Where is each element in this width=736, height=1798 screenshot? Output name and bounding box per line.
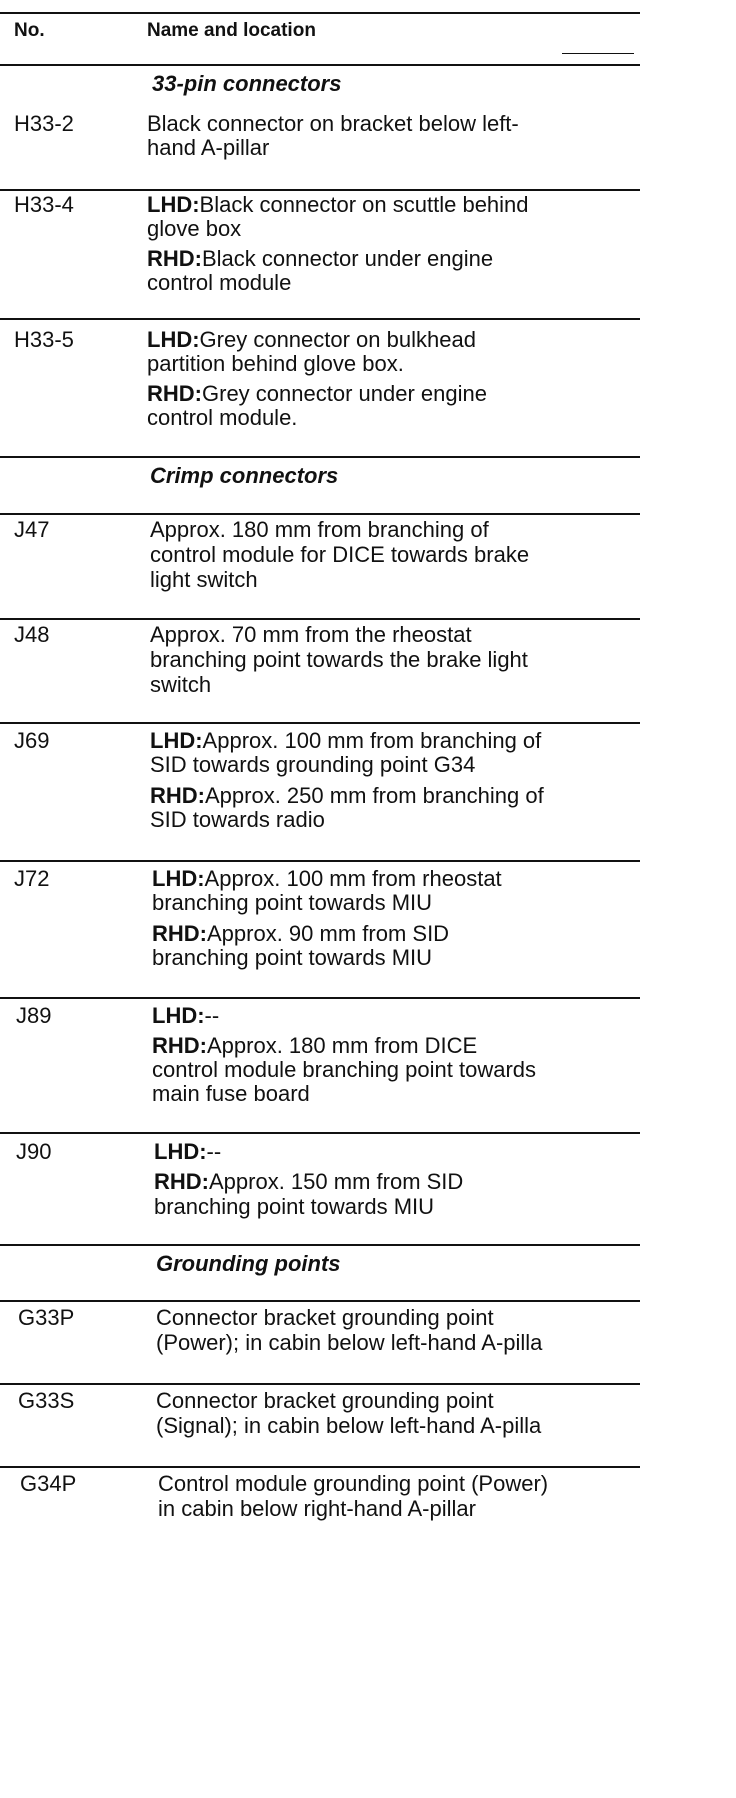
row-number: G33S [18,1388,75,1413]
row-text [147,380,487,407]
lhd-text: -- [206,1139,222,1164]
rhd-text: Black connector under engine [202,246,494,271]
row-text: partition behind glove box. [147,351,404,376]
row-text [147,191,529,218]
row-text: Connector bracket grounding point [156,1388,494,1413]
rhd-label: RHD: [152,1033,207,1058]
lhd-label: LHD: [152,866,205,891]
row-text: SID towards grounding point G34 [150,752,476,777]
lhd-label: LHD: [147,192,200,217]
row-text: in cabin below right-hand A-pillar [158,1496,476,1521]
rule-row [0,860,640,862]
row-text [154,1138,221,1165]
lhd-label: LHD: [147,327,200,352]
row-number: J90 [16,1139,52,1164]
rule-row [0,997,640,999]
rhd-label: RHD: [152,921,207,946]
rhd-label: RHD: [147,381,202,406]
row-number: H33-2 [14,111,74,136]
row-number: J47 [14,517,50,542]
rhd-text: Approx. 150 mm from SID [209,1169,464,1194]
rule-header-bottom [0,64,640,66]
lhd-label: LHD: [150,728,203,753]
row-number: J48 [14,622,50,647]
row-text: Control module grounding point (Power) [158,1471,549,1496]
lhd-text: Approx. 100 mm from branching of [202,728,542,753]
row-text [152,865,502,892]
row-text [152,1002,219,1029]
row-number: H33-4 [14,192,74,217]
column-header-no: No. [14,20,45,41]
rhd-text: Approx. 250 mm from branching of [205,783,544,808]
rule-row [0,1244,640,1246]
lhd-text: Approx. 100 mm from rheostat [204,866,502,891]
row-number: G33P [18,1305,75,1330]
rhd-label: RHD: [154,1169,209,1194]
rule-row [0,456,640,458]
rule-row [0,1300,640,1302]
row-text: (Signal); in cabin below left-hand A-pilla [156,1413,542,1438]
row-text: hand A-pillar [147,135,270,160]
row-text: Black connector on bracket below left- [147,111,519,136]
lhd-label: LHD: [152,1003,205,1028]
row-text [147,245,493,272]
row-number: J69 [14,728,50,753]
lhd-text: -- [204,1003,220,1028]
rule-row [0,1383,640,1385]
rule-short [562,53,634,54]
rule-row [0,318,640,320]
section-title: Grounding points [156,1251,341,1276]
row-text: branching point towards MIU [152,945,433,970]
rhd-text: Approx. 90 mm from SID [207,921,450,946]
row-text [147,326,476,353]
rule-row [0,1466,640,1468]
section-title: Crimp connectors [150,463,339,488]
row-text: Approx. 70 mm from the rheostat [150,622,472,647]
row-text: main fuse board [152,1081,310,1106]
row-text [150,727,541,754]
rhd-text: Approx. 180 mm from DICE [207,1033,478,1058]
row-number: J89 [16,1003,52,1028]
rhd-label: RHD: [147,246,202,271]
row-text: (Power); in cabin below left-hand A-pilla [156,1330,543,1355]
row-text: SID towards radio [150,807,325,832]
lhd-label: LHD: [154,1139,207,1164]
rhd-label: RHD: [150,783,205,808]
row-text: branching point towards MIU [154,1194,435,1219]
rule-row [0,618,640,620]
row-number: J72 [14,866,50,891]
section-title: 33-pin connectors [152,71,342,96]
row-text: switch [150,672,212,697]
row-number: G34P [20,1471,77,1496]
row-text: Approx. 180 mm from branching of [150,517,489,542]
row-text [150,782,544,809]
row-text: branching point towards the brake light [150,647,528,672]
row-text: Connector bracket grounding point [156,1305,494,1330]
column-header-name: Name and location [147,20,316,41]
row-text: light switch [150,567,258,592]
rule-row [0,513,640,515]
row-text: glove box [147,216,242,241]
row-text: control module branching point towards [152,1057,537,1082]
rule-top [0,12,640,14]
lhd-text: Black connector on scuttle behind [199,192,529,217]
row-text: control module. [147,405,298,430]
row-text [154,1168,463,1195]
row-text [152,1032,477,1059]
rule-row [0,722,640,724]
row-text: branching point towards MIU [152,890,433,915]
row-text: control module [147,270,292,295]
row-text [152,920,449,947]
rhd-text: Grey connector under engine [202,381,487,406]
lhd-text: Grey connector on bulkhead [199,327,476,352]
rule-row [0,1132,640,1134]
row-text: control module for DICE towards brake [150,542,530,567]
row-number: H33-5 [14,327,74,352]
